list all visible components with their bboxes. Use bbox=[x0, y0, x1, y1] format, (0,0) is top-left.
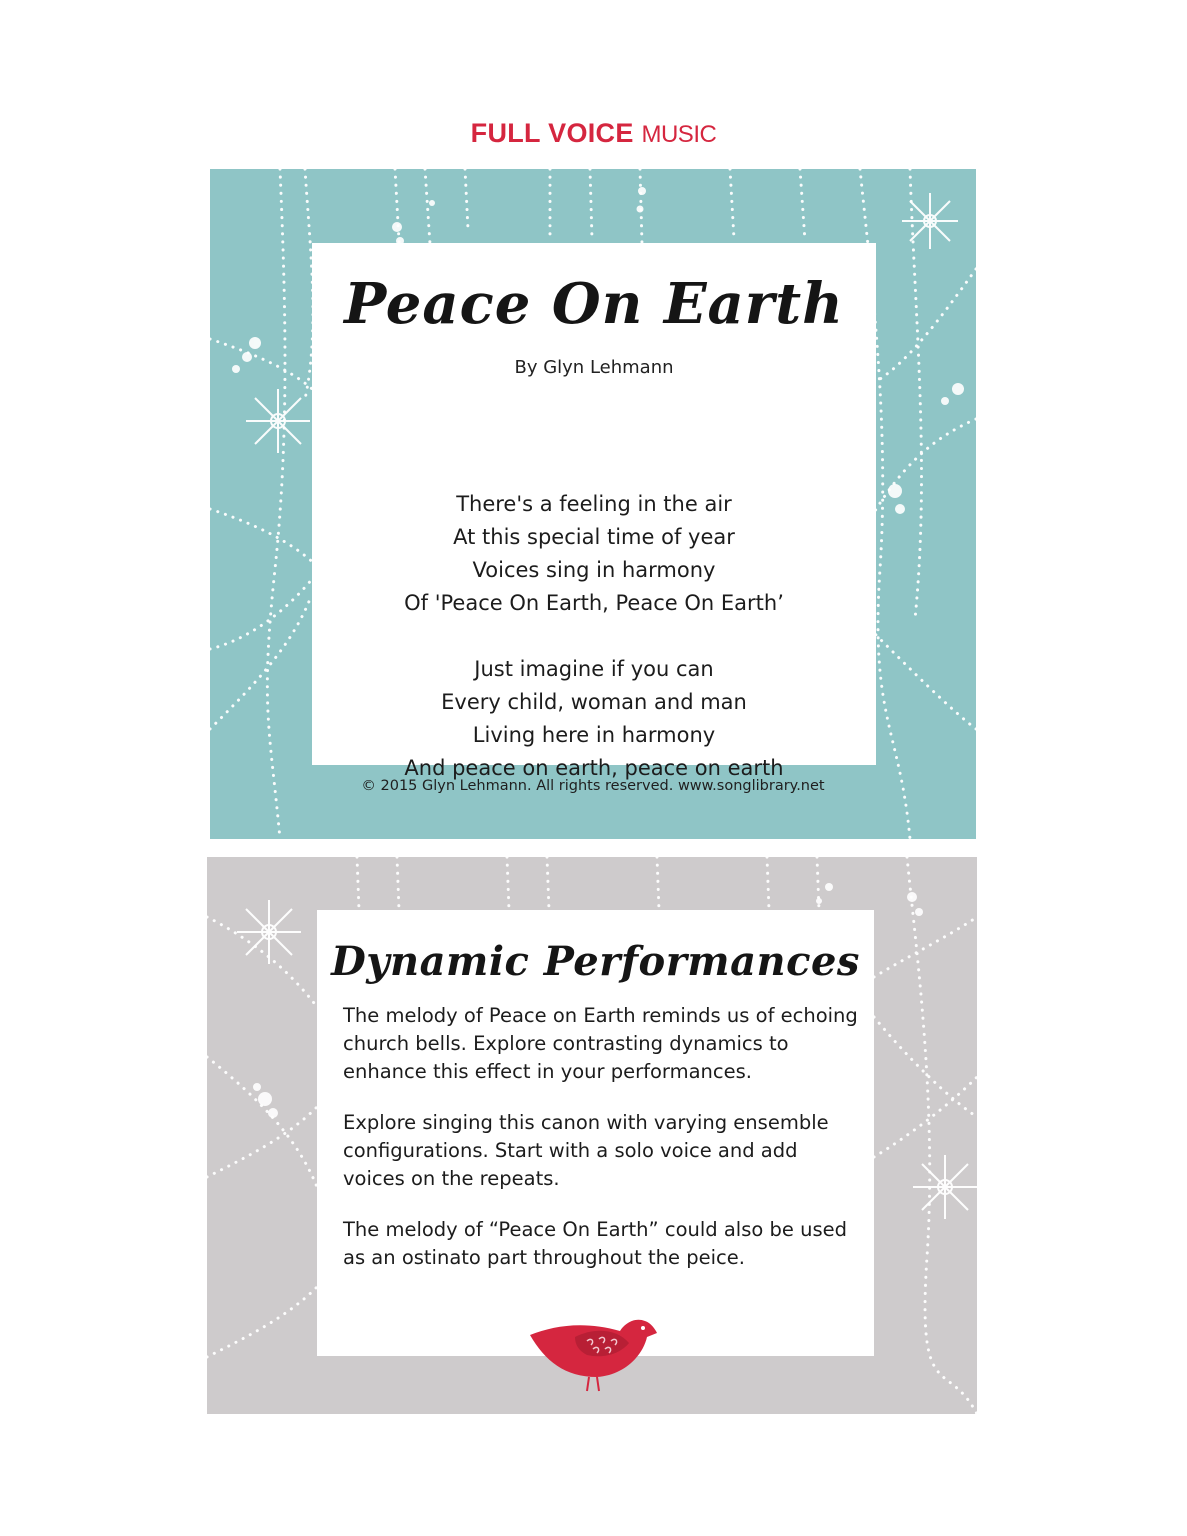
brand-name-light: MUSIC bbox=[641, 121, 717, 148]
song-title: Peace On Earth bbox=[344, 271, 844, 337]
lyric-line: And peace on earth, peace on earth bbox=[404, 756, 784, 780]
lyric-line: There's a feeling in the air bbox=[456, 492, 732, 516]
tip-paragraph: The melody of Peace on Earth reminds us of echoing church bells. Explore contrasting dynamics to enhance this effect in your performances. bbox=[343, 1004, 858, 1083]
song-author: By Glyn Lehmann bbox=[514, 357, 674, 378]
tips-title: Dynamic Performances bbox=[331, 938, 860, 985]
brand-logo bbox=[0, 118, 1187, 149]
lyric-line: At this special time of year bbox=[453, 525, 735, 549]
lyric-line: Of 'Peace On Earth, Peace On Earth’ bbox=[404, 591, 784, 615]
copyright-notice: © 2015 Glyn Lehmann. All rights reserved. www.songlibrary.net bbox=[361, 778, 825, 794]
song-lyrics-card bbox=[210, 169, 976, 839]
lyric-line: Living here in harmony bbox=[472, 723, 716, 747]
lyrics-panel bbox=[312, 243, 876, 780]
lyric-line: Voices sing in harmony bbox=[472, 558, 716, 582]
verse-2 bbox=[312, 653, 876, 785]
lyric-line: Just imagine if you can bbox=[474, 657, 714, 681]
brand-name-bold: FULL VOICE bbox=[470, 118, 634, 148]
lyric-line: Every child, woman and man bbox=[441, 690, 747, 714]
verse-1 bbox=[312, 488, 876, 620]
performance-tips-card bbox=[207, 857, 977, 1414]
bird-icon bbox=[525, 1315, 665, 1395]
tip-paragraph: The melody of “Peace On Earth” could also be used as an ostinato part throughout the peice. bbox=[343, 1218, 847, 1269]
tip-paragraph: Explore singing this canon with varying ensemble configurations. Start with a solo voice and add voices on the repeats. bbox=[343, 1111, 829, 1190]
tips-panel bbox=[317, 910, 874, 1356]
